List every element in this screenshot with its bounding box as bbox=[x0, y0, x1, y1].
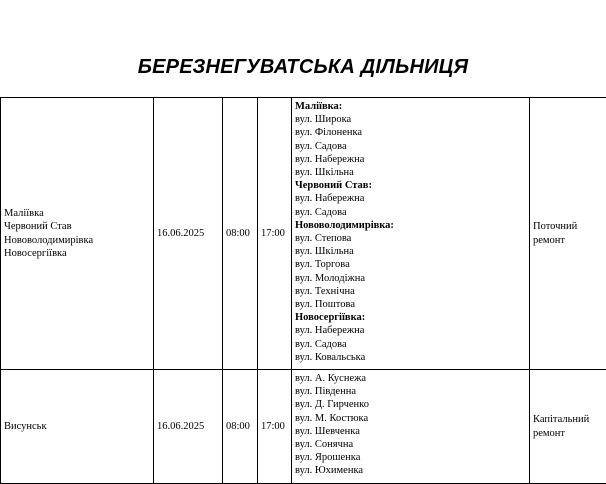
street-name: вул. Широка bbox=[295, 114, 352, 126]
street-name: вул. Сонячна bbox=[295, 439, 354, 451]
locality-name: Новосергіївка bbox=[4, 247, 67, 259]
street-group-heading: Червоний Став: bbox=[295, 180, 372, 192]
date-cell: 16.06.2025 bbox=[154, 98, 223, 370]
street-name: вул. Набережна bbox=[295, 193, 365, 205]
streets-cell bbox=[292, 98, 530, 370]
street-name: вул. Молодіжна bbox=[295, 272, 366, 284]
table-row bbox=[1, 370, 606, 484]
street-name: вул. Садова bbox=[295, 140, 347, 152]
street-name: вул. Садова bbox=[295, 206, 347, 218]
work-type-line: Капітальний bbox=[533, 414, 590, 426]
street-name: вул. Технічна bbox=[295, 285, 355, 297]
street-name: вул. Шевченка bbox=[295, 425, 360, 437]
work-type-cell bbox=[530, 98, 606, 370]
street-name: вул. Шкільна bbox=[295, 246, 354, 258]
street-name: вул. Набережна bbox=[295, 325, 365, 337]
work-type-line: Поточний bbox=[533, 221, 578, 233]
outage-table bbox=[0, 97, 606, 484]
work-type-line: ремонт bbox=[533, 234, 566, 246]
street-name: вул. Поштова bbox=[295, 299, 355, 311]
localities-cell bbox=[1, 98, 154, 370]
street-name: вул. Шкільна bbox=[295, 167, 354, 179]
locality-name: Червоний Став bbox=[4, 221, 72, 233]
street-name: вул. А. Куснежа bbox=[295, 373, 367, 384]
street-name: вул. Садова bbox=[295, 338, 347, 350]
date-cell: 16.06.2025 bbox=[154, 370, 223, 484]
end-time-cell: 17:00 bbox=[258, 98, 292, 370]
page-title: БЕРЕЗНЕГУВАТСЬКА ДІЛЬНИЦЯ bbox=[137, 56, 469, 78]
street-name: вул. М. Костюка bbox=[295, 412, 369, 424]
street-group-heading: Маліївка: bbox=[295, 101, 343, 112]
street-name: вул. Ковальська bbox=[295, 351, 366, 363]
street-name: вул. Юхименка bbox=[295, 465, 364, 477]
work-type-line: ремонт bbox=[533, 427, 566, 439]
localities-cell bbox=[1, 370, 154, 484]
street-name: вул. Ярошенка bbox=[295, 452, 361, 464]
locality-name: Маліївка bbox=[4, 208, 44, 220]
street-name: вул. Південна bbox=[295, 386, 356, 398]
end-time-cell: 17:00 bbox=[258, 370, 292, 484]
street-name: вул. Д. Гирченко bbox=[295, 399, 369, 411]
street-name: вул. Філоненка bbox=[295, 127, 363, 139]
street-name: вул. Степова bbox=[295, 233, 352, 245]
locality-name: Нововолодимирівка bbox=[4, 234, 94, 246]
street-group-heading: Нововолодимирівка: bbox=[295, 219, 394, 231]
table-row bbox=[1, 98, 606, 370]
street-name: вул. Набережна bbox=[295, 153, 365, 165]
street-group-heading: Новосергіївка: bbox=[295, 312, 366, 324]
locality-name: Висунськ bbox=[4, 420, 47, 432]
street-name: вул. Торгова bbox=[295, 259, 350, 271]
streets-cell bbox=[292, 370, 530, 484]
start-time-cell: 08:00 bbox=[223, 370, 258, 484]
start-time-cell: 08:00 bbox=[223, 98, 258, 370]
work-type-cell bbox=[530, 370, 606, 484]
